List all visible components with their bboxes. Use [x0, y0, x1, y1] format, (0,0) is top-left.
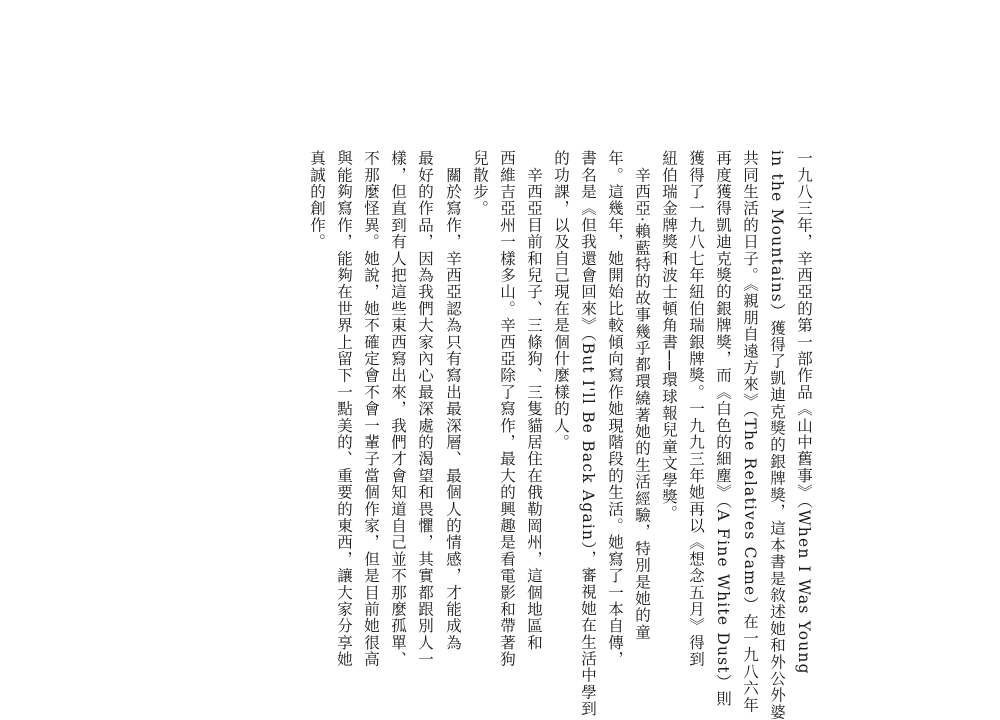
text-column: 最好的作品，因為我們大家內心最深處的渴望和畏懼，其實都跟別人一 [416, 150, 434, 668]
continued-text-block [308, 150, 438, 668]
main-text-block [444, 150, 817, 720]
text-column: 關於寫作，辛西亞認為只有寫出最深層、最個人的情感，才能成為 [444, 150, 462, 651]
text-column: 一九八三年，辛西亞的第一部作品《山中舊事》（When I Was Young [795, 150, 813, 675]
text-column: 年。這幾年，她開始比較傾向寫作她現階段的生活。她寫了一本自傳， [606, 150, 624, 668]
text-column: 不那麼怪異。她說，她不確定會不會一輩子當個作家，但是目前她很高 [362, 150, 380, 668]
text-column: 辛西亞·賴藍特的故事幾乎都環繞著她的生活經驗，特別是她的童 [633, 150, 651, 641]
text-column: 再度獲得凱迪克獎的銀牌獎，而《白色的細塵》（A Fine White Dust）則 [714, 150, 732, 708]
text-column: 兒散步。 [471, 150, 489, 217]
text-column: 辛西亞目前和兒子、三條狗、三隻貓居住在俄勒岡州，這個地區和 [525, 150, 543, 651]
text-column: 樣，但直到有人把這些東西寫出來，我們才會知道自己並不那麼孤單、 [389, 150, 407, 668]
text-column: 書名是《但我還會回來》（But I'll Be Back Again），審視她在生活中學到 [579, 150, 597, 718]
text-column: 與能夠寫作，能夠在世界上留下一點美的、重要的東西，讓大家分享她 [335, 150, 353, 668]
text-column: in the Mountains）獲得了凱迪克獎的銀牌獎，這本書是敘述她和外公外婆 [768, 150, 786, 720]
text-column: 的功課，以及自己現在是個什麼樣的人。 [552, 150, 570, 451]
text-column: 紐伯瑞金牌獎和波士頓角書──環球報兒童文學獎。 [660, 150, 678, 522]
text-column: 共同生活的日子。《親朋自遠方來》（The Relatives Came）在一九八六年 [741, 150, 759, 714]
text-column: 真誠的創作。 [308, 150, 326, 251]
text-column: 西維吉亞州一樣多山。辛西亞除了寫作，最大的興趣是看電影和帶著狗 [498, 150, 516, 668]
text-column: 獲得了一九八七年紐伯瑞銀牌獎。一九九三年她再以《想念五月》得到 [687, 150, 705, 668]
